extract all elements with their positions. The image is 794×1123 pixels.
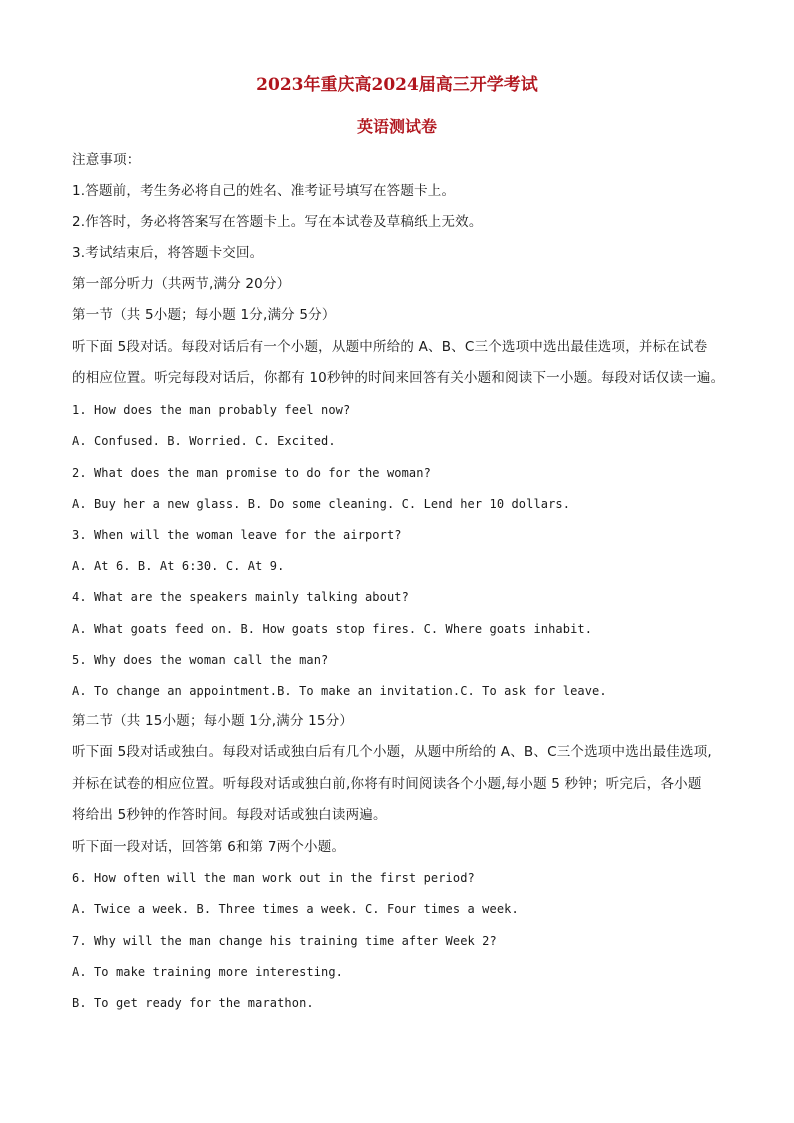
section1-instructions: 听下面 5段对话。每段对话后有一个小题，从题中所给的 A、B、C三个选项中选出最佳选项，并标在试卷 — [72, 339, 708, 355]
exam-title: 2023年重庆高2024届高三开学考试 — [256, 75, 538, 95]
note-item: 2.作答时，务必将答案写在答题卡上。写在本试卷及草稿纸上无效。 — [72, 214, 483, 230]
question-text: 2. What does the man promise to do for the woman? — [72, 466, 431, 480]
note-item: 1.答题前，考生务必将自己的姓名、准考证号填写在答题卡上。 — [72, 183, 456, 199]
section1-instructions: 的相应位置。听完每段对话后，你都有 10秒钟的时间来回答有关小题和阅读下一小题。每段对话仅读一遍。 — [72, 370, 725, 386]
answer-options: A. Twice a week. B. Three times a week. C. Four times a week. — [72, 902, 519, 916]
note-item: 3.考试结束后，将答题卡交回。 — [72, 245, 264, 261]
answer-option: A. To make training more interesting. — [72, 965, 344, 979]
question-text: 3. When will the woman leave for the airport? — [72, 528, 402, 542]
section2-instructions: 听下面 5段对话或独白。每段对话或独白后有几个小题，从题中所给的 A、B、C三个选项中选出最佳选项, — [72, 744, 712, 760]
part1-heading: 第一部分听力（共两节,满分 20分） — [72, 276, 291, 292]
dialogue-intro: 听下面一段对话，回答第 6和第 7两个小题。 — [72, 839, 346, 855]
question-text: 4. What are the speakers mainly talking about? — [72, 590, 409, 604]
question-text: 1. How does the man probably feel now? — [72, 403, 351, 417]
section2-instructions: 将给出 5秒钟的作答时间。每段对话或独白读两遍。 — [72, 807, 387, 823]
exam-subtitle: 英语测试卷 — [356, 117, 437, 136]
section1-heading: 第一节（共 5小题；每小题 1分,满分 5分） — [72, 307, 336, 323]
answer-options: A. At 6. B. At 6:30. C. At 9. — [72, 559, 285, 573]
question-text: 5. Why does the woman call the man? — [72, 653, 329, 667]
answer-options: A. To change an appointment.B. To make an invitation.C. To ask for leave. — [72, 684, 607, 698]
question-text: 7. Why will the man change his training time after Week 2? — [72, 934, 497, 948]
question-text: 6. How often will the man work out in the first period? — [72, 871, 475, 885]
answer-options: A. What goats feed on. B. How goats stop fires. C. Where goats inhabit. — [72, 622, 593, 636]
section2-instructions: 并标在试卷的相应位置。听每段对话或独白前,你将有时间阅读各个小题,每小题 5 秒钟；听完后，各小题 — [72, 776, 702, 792]
answer-options: A. Buy her a new glass. B. Do some cleaning. C. Lend her 10 dollars. — [72, 497, 571, 511]
section2-heading: 第二节（共 15小题；每小题 1分,满分 15分） — [72, 713, 354, 729]
notes-heading: 注意事项： — [72, 152, 141, 168]
answer-option: B. To get ready for the marathon. — [72, 996, 314, 1010]
answer-options: A. Confused. B. Worried. C. Excited. — [72, 434, 336, 448]
